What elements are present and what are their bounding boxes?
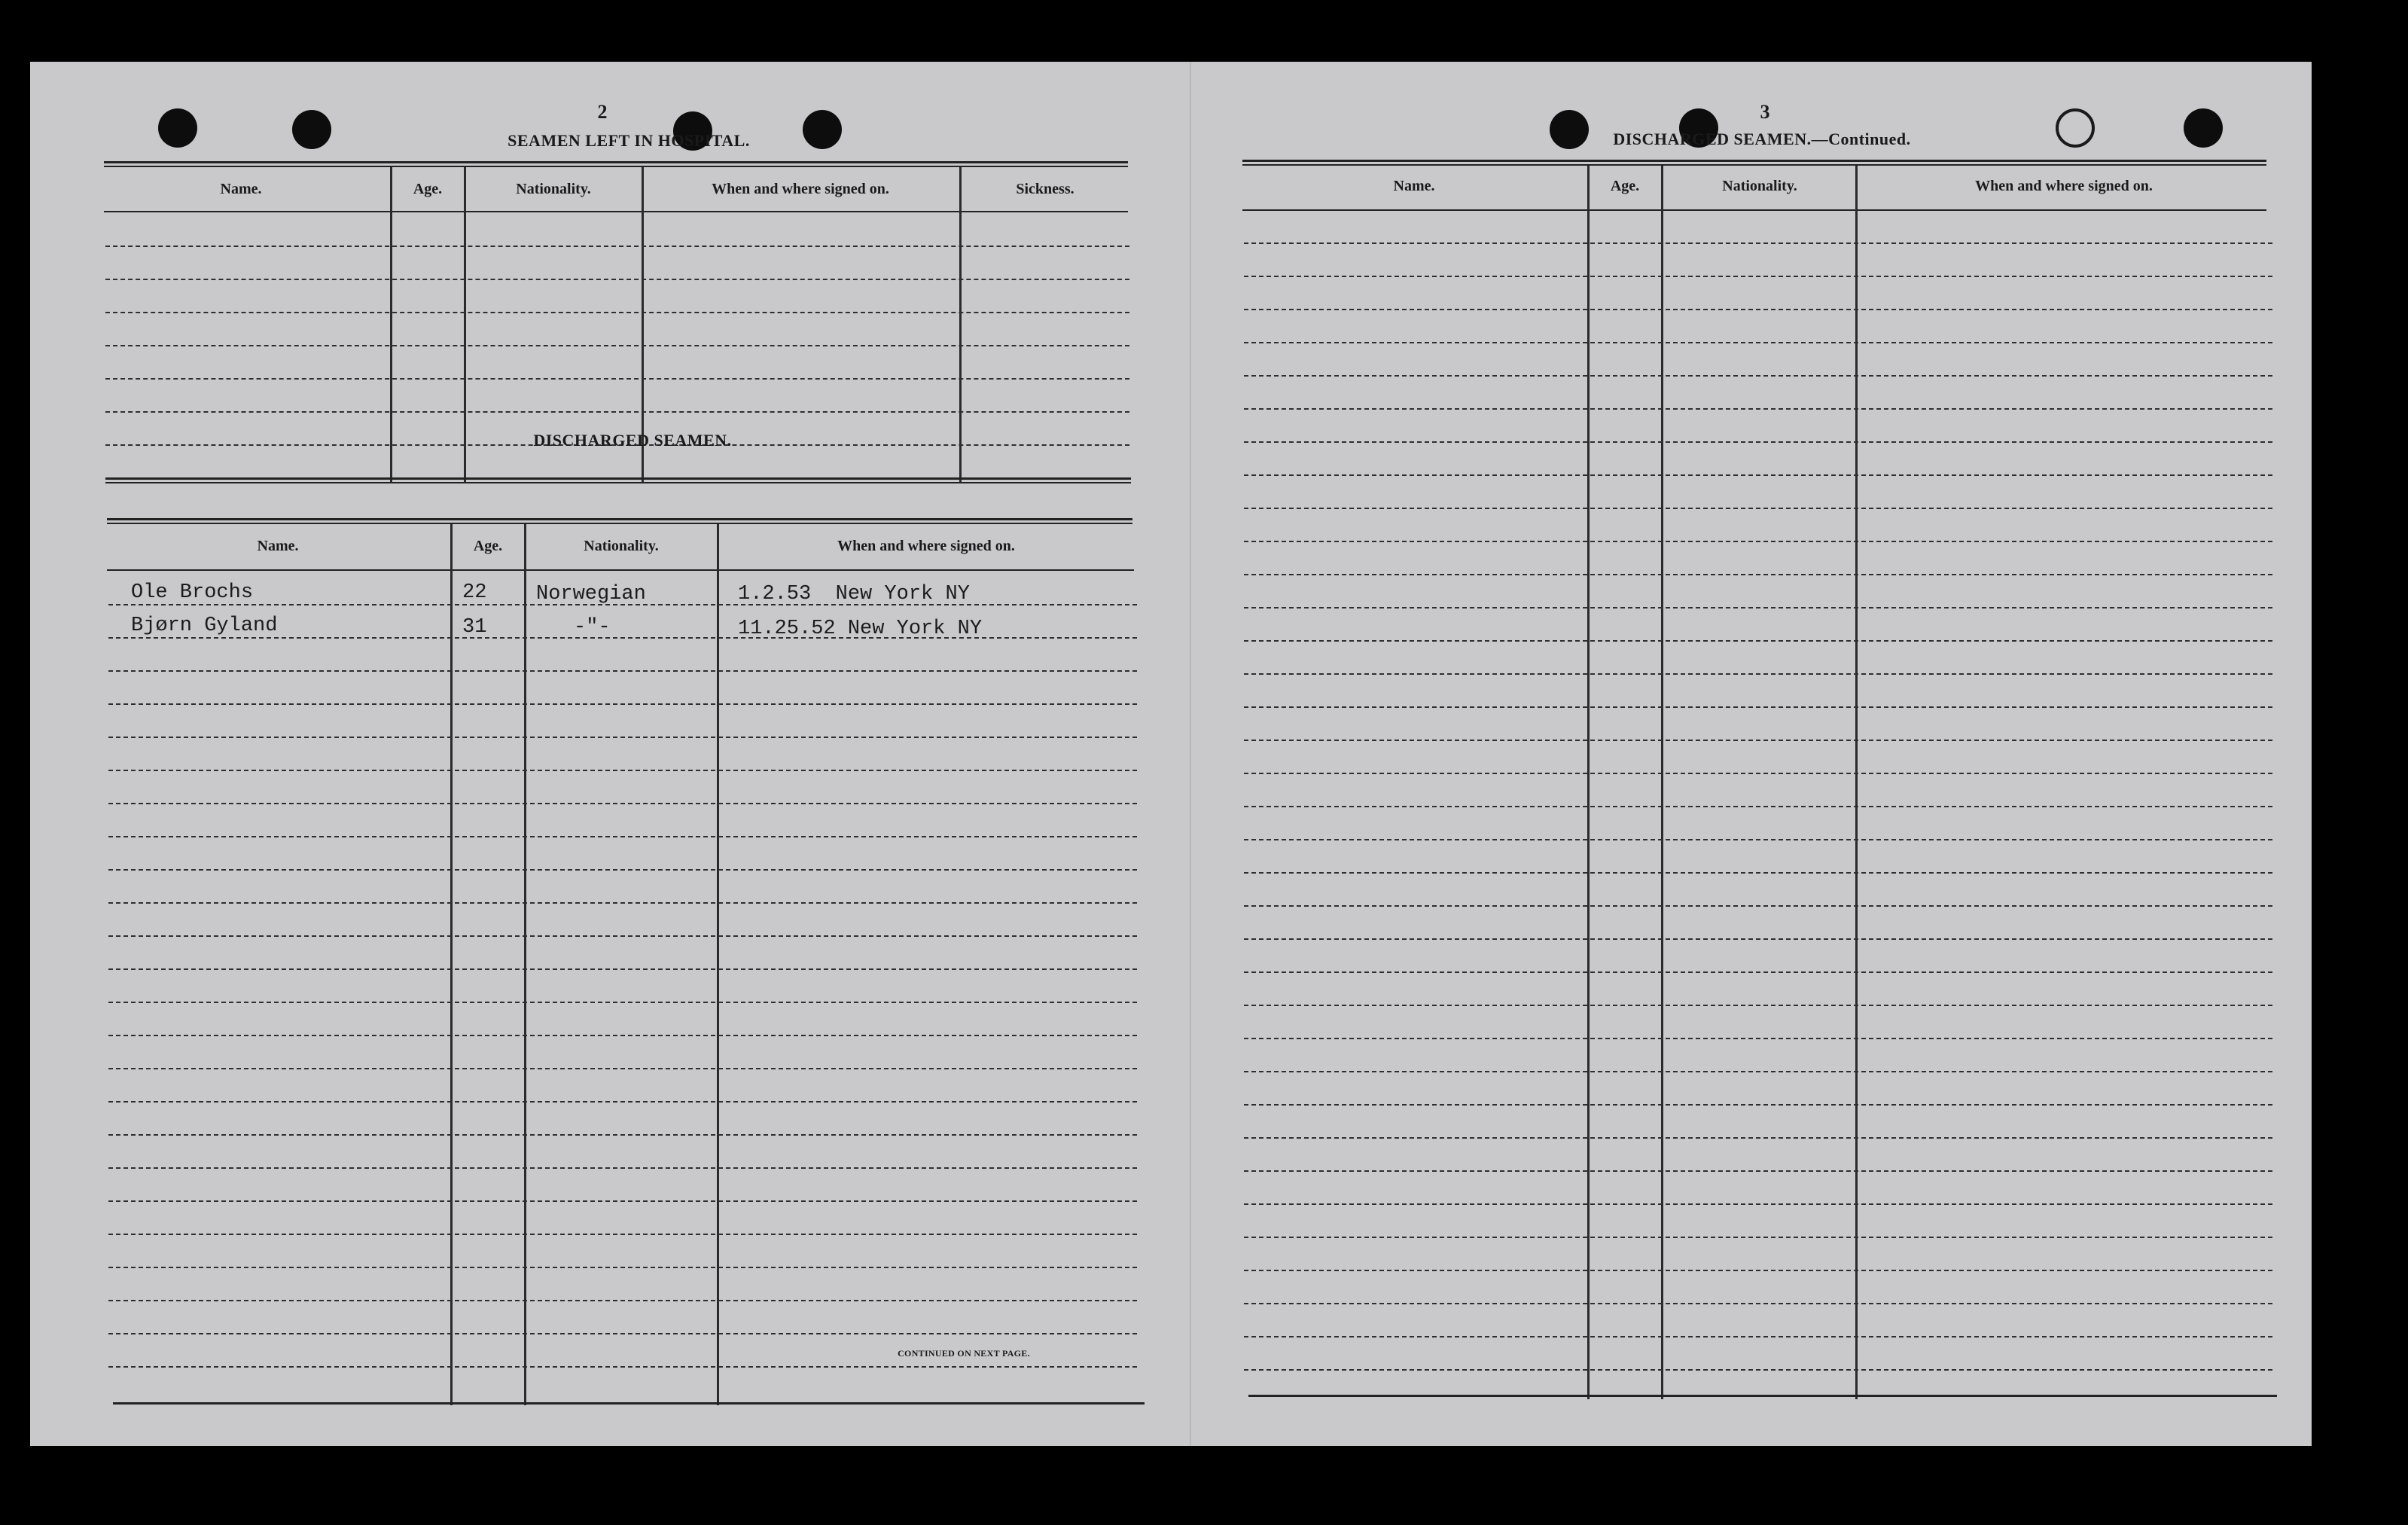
ruled-line: [108, 869, 1137, 871]
column-header: Nationality.: [1722, 178, 1797, 194]
ruled-line: [108, 737, 1137, 738]
header-underline: [104, 211, 1128, 212]
ruled-line: [1244, 740, 2272, 741]
section-rule: [105, 482, 1131, 483]
ruled-line: [1244, 1038, 2272, 1039]
ruled-line: [108, 1035, 1137, 1036]
ruled-line: [1244, 673, 2272, 675]
page-number: 3: [1760, 101, 1770, 123]
table-top-rule: [1242, 164, 2266, 166]
ruled-line: [1244, 1369, 2272, 1371]
column-header: Sickness.: [1016, 181, 1074, 197]
ruled-line: [1244, 441, 2272, 443]
seaman-signed-on: 11.25.52 New York NY: [738, 618, 983, 640]
ruled-line: [108, 1068, 1137, 1069]
ruled-line: [108, 1333, 1137, 1334]
column-header: Name.: [1393, 178, 1435, 194]
continued-footer: CONTINUED ON NEXT PAGE.: [898, 1348, 1030, 1359]
column-header: Age.: [1610, 178, 1640, 194]
ruled-line: [108, 770, 1137, 771]
table-top-rule: [107, 523, 1132, 524]
ruled-line: [105, 345, 1129, 346]
column-divider: [524, 524, 526, 1405]
ruled-line: [1244, 773, 2272, 774]
ruled-line: [108, 1300, 1137, 1301]
discharged-section-title: DISCHARGED SEAMEN.: [533, 431, 732, 450]
section-rule: [105, 477, 1131, 480]
column-header: When and where signed on.: [712, 181, 889, 197]
ruled-line: [1244, 342, 2272, 343]
column-header: Age.: [473, 538, 503, 554]
ruled-line: [1244, 1336, 2272, 1337]
ruled-line: [1244, 938, 2272, 940]
ruled-line: [1244, 408, 2272, 410]
table-top-rule: [107, 518, 1132, 520]
ruled-line: [108, 1101, 1137, 1103]
punch-hole: [158, 108, 197, 148]
ledger-sheet: [30, 62, 2312, 1446]
table-top-rule: [104, 166, 1128, 167]
ruled-line: [108, 637, 1137, 639]
table-bottom-rule: [1248, 1395, 2277, 1397]
seaman-nationality: -"-: [574, 616, 611, 639]
seaman-name: Ole Brochs: [131, 581, 254, 604]
column-divider: [450, 524, 453, 1405]
ruled-line: [105, 312, 1129, 313]
section-title: DISCHARGED SEAMEN.—Continued.: [1613, 130, 1911, 148]
column-divider: [717, 524, 719, 1405]
ruled-line: [108, 1134, 1137, 1136]
column-divider: [1587, 166, 1590, 1399]
ruled-line: [1244, 474, 2272, 476]
ruled-line: [1244, 640, 2272, 642]
ruled-line: [105, 279, 1129, 280]
ruled-line: [1244, 1270, 2272, 1271]
ruled-line: [1244, 541, 2272, 542]
ruled-line: [1244, 1071, 2272, 1072]
ruled-line: [108, 1366, 1137, 1368]
column-header: Nationality.: [516, 181, 591, 197]
ruled-line: [105, 411, 1129, 413]
left-page: [30, 62, 1190, 1446]
column-divider: [1661, 166, 1663, 1399]
hospital-section-title: SEAMEN LEFT IN HOSPITAL.: [508, 131, 750, 150]
ruled-line: [108, 1002, 1137, 1003]
column-header: Name.: [220, 181, 262, 197]
ruled-line: [108, 670, 1137, 672]
table-top-rule: [104, 161, 1128, 163]
page-number: 2: [597, 101, 608, 123]
ruled-line: [1244, 1203, 2272, 1205]
ruled-line: [105, 246, 1129, 247]
seaman-age: 22: [462, 581, 487, 604]
table-top-rule: [1242, 160, 2266, 162]
right-page: [1190, 62, 2312, 1446]
column-header: When and where signed on.: [837, 538, 1015, 554]
ruled-line: [1244, 1303, 2272, 1304]
header-underline: [107, 569, 1134, 571]
seaman-age: 31: [462, 616, 487, 639]
ruled-line: [1244, 872, 2272, 874]
column-header: Nationality.: [584, 538, 659, 554]
ruled-line: [108, 968, 1137, 970]
ruled-line: [1244, 1237, 2272, 1238]
header-underline: [1242, 209, 2266, 211]
ruled-line: [108, 703, 1137, 705]
ruled-line: [1244, 706, 2272, 708]
ruled-line: [1244, 806, 2272, 807]
punch-hole: [2184, 108, 2223, 148]
seaman-name: Bjørn Gyland: [131, 615, 278, 637]
column-divider: [390, 167, 392, 483]
ruled-line: [1244, 1104, 2272, 1106]
punch-hole: [292, 110, 331, 149]
ruled-line: [1244, 1005, 2272, 1006]
ruled-line: [1244, 1137, 2272, 1139]
ruled-line: [108, 1200, 1137, 1202]
ruled-line: [1244, 905, 2272, 907]
ruled-line: [1244, 508, 2272, 509]
table-bottom-rule: [113, 1402, 1145, 1405]
ruled-line: [1244, 839, 2272, 840]
punch-hole: [2056, 108, 2095, 148]
ruled-line: [1244, 375, 2272, 377]
seaman-signed-on: 1.2.53 New York NY: [738, 583, 970, 605]
column-header: Name.: [257, 538, 299, 554]
ruled-line: [1244, 1170, 2272, 1172]
ruled-line: [1244, 971, 2272, 973]
ruled-line: [1244, 607, 2272, 608]
ruled-line: [108, 1167, 1137, 1169]
ruled-line: [1244, 574, 2272, 575]
ruled-line: [105, 378, 1129, 380]
column-header: Age.: [413, 181, 443, 197]
ruled-line: [108, 1267, 1137, 1268]
ruled-line: [108, 902, 1137, 904]
ruled-line: [1244, 242, 2272, 244]
ruled-line: [108, 803, 1137, 804]
ruled-line: [1244, 309, 2272, 310]
column-divider: [959, 167, 962, 483]
column-header: When and where signed on.: [1975, 178, 2153, 194]
column-divider: [1855, 166, 1858, 1399]
seaman-nationality: Norwegian: [536, 583, 646, 605]
ruled-line: [108, 836, 1137, 837]
ruled-line: [108, 1234, 1137, 1235]
ruled-line: [108, 935, 1137, 937]
ruled-line: [1244, 276, 2272, 277]
